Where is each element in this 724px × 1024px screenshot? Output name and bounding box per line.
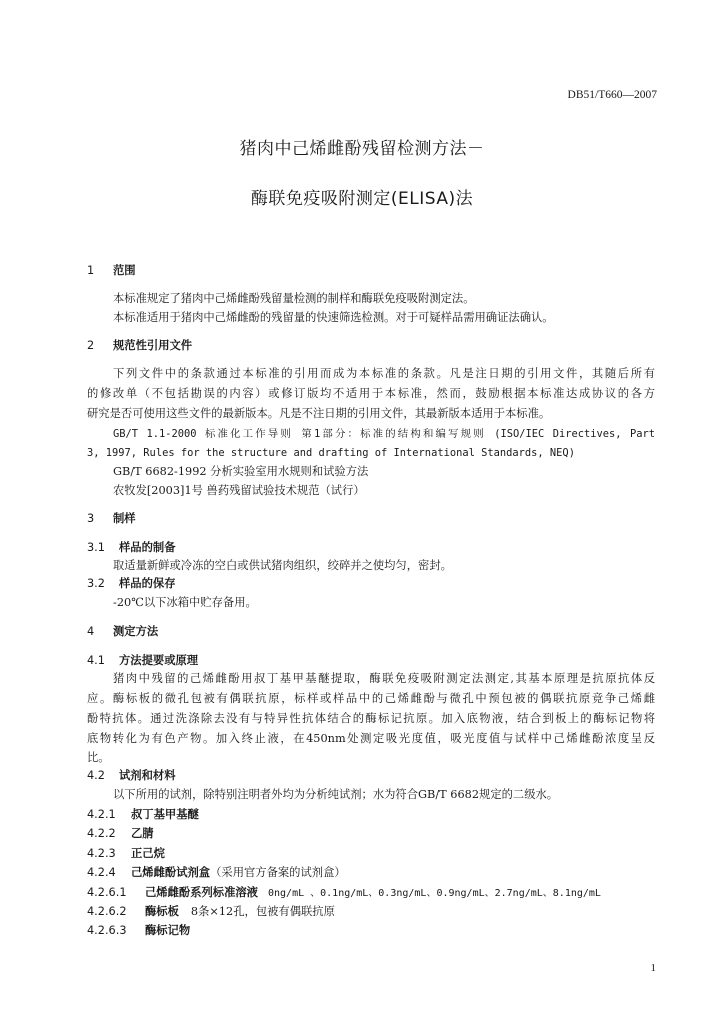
- section-title: 方法提要或原理: [119, 654, 199, 667]
- paragraph-line: 应。酶标板的微孔包被有偶联抗原，标样或样品中的己烯雌酚与微孔中预包被的偶联抗原竞争己烯雌: [87, 692, 655, 705]
- section-title: 规范性引用文件: [113, 339, 193, 352]
- item-description: （采用官方备案的试剂盒）: [210, 866, 346, 879]
- item-title: 酶标记物: [145, 924, 191, 937]
- subsection-4-2-heading: [87, 767, 176, 785]
- section-number: 3.2: [87, 577, 105, 590]
- subsection-3-2-heading: [87, 575, 176, 593]
- section-title: 试剂和材料: [119, 769, 176, 782]
- section-title: 测定方法: [113, 625, 159, 638]
- item-4-2-6-2: [87, 903, 335, 921]
- section-title: 样品的保存: [119, 577, 176, 590]
- paragraph: 本标准规定了猪肉中己烯雌酚残留量检测的制样和酶联免疫吸附测定法。: [113, 292, 475, 305]
- item-title: 乙腈: [131, 827, 154, 840]
- section-title: 样品的制备: [119, 541, 176, 554]
- section-number: 3.1: [87, 541, 105, 554]
- section-number: 1: [87, 264, 95, 277]
- section-number: 4: [87, 625, 95, 638]
- paragraph-line: 底物转化为有色产物。加入终止液，在450nm处测定吸光度值，吸光度值与试样中己烯雌酚浓度呈反: [87, 732, 655, 745]
- reference-item: GB/T 6682-1992 分析实验室用水规则和试验方法: [113, 465, 369, 478]
- item-title: 叔丁基甲基醚: [131, 808, 199, 821]
- page-number: 1: [650, 962, 656, 974]
- item-number: 4.2.6.2: [87, 905, 127, 918]
- paragraph-line: 研究是否可使用这些文件的最新版本。凡是不注日期的引用文件，其最新版本适用于本标准。: [87, 407, 551, 420]
- section-title: 制样: [113, 512, 136, 525]
- paragraph-line: 猪肉中残留的己烯雌酚用叔丁基甲基醚提取，酶联免疫吸附测定法测定,其基本原理是抗原抗体反: [113, 672, 655, 685]
- subsection-3-1-heading: [87, 539, 176, 557]
- item-description: 0ng/mL 、0.1ng/mL、0.3ng/mL、0.9ng/mL、2.7ng/mL、8.1ng/mL: [267, 888, 601, 899]
- section-number: 3: [87, 512, 95, 525]
- section-number: 4.1: [87, 654, 105, 667]
- item-title: 己烯雌酚试剂盒: [131, 866, 211, 879]
- subsection-4-1-heading: [87, 652, 198, 670]
- item-number: 4.2.3: [87, 847, 116, 860]
- item-4-2-6-1: [87, 884, 601, 902]
- reference-item-continued: 3, 1997, Rules for the structure and drafting of International Standards, NEQ): [87, 447, 575, 459]
- reference-item: 农牧发[2003]1号 兽药残留试验技术规范（试行）: [113, 484, 365, 497]
- item-number: 4.2.6.3: [87, 924, 127, 937]
- item-title: 酶标板: [145, 905, 179, 918]
- item-title: 己烯雌酚系列标准溶液: [145, 886, 258, 899]
- paragraph-line: 的修改单（不包括勘误的内容）或修订版均不适用于本标准，然而，鼓励根据本标准达成协议的各方: [87, 387, 655, 400]
- section-2-heading: [87, 337, 192, 355]
- section-4-heading: [87, 623, 158, 641]
- item-4-2-2: [87, 825, 154, 843]
- document-subtitle: 酶联免疫吸附测定(ELISA)法: [250, 189, 474, 209]
- paragraph: -20℃以下冰箱中贮存备用。: [113, 596, 257, 609]
- item-number: 4.2.6.1: [87, 886, 127, 899]
- item-description: 8条×12孔，包被有偶联抗原: [190, 905, 335, 918]
- standard-code: DB51/T660—2007: [567, 89, 657, 101]
- document-title: 猪肉中己烯雌酚残留检测方法－: [239, 139, 485, 159]
- item-4-2-3: [87, 845, 165, 863]
- item-4-2-6-3: [87, 922, 190, 940]
- item-4-2-4: [87, 864, 346, 882]
- section-number: 4.2: [87, 769, 105, 782]
- paragraph: 取适量新鲜或冷冻的空白或供试猪肉组织，绞碎并之使均匀，密封。: [113, 559, 452, 572]
- section-1-heading: [87, 262, 136, 280]
- reference-item: GB/T 1.1-2000 标准化工作导则 第1部分：标准的结构和编写规则 (ISO/IEC Directives, Part: [113, 428, 655, 440]
- item-number: 4.2.4: [87, 866, 116, 879]
- item-title: 正己烷: [131, 847, 165, 860]
- section-title: 范围: [113, 264, 136, 277]
- paragraph-line: 下列文件中的条款通过本标准的引用而成为本标准的条款。凡是注日期的引用文件，其随后所有: [113, 367, 655, 380]
- item-number: 4.2.1: [87, 808, 116, 821]
- paragraph: 本标准适用于猪肉中己烯雌酚的残留量的快速筛选检测。对于可疑样品需用确证法确认。: [113, 311, 554, 324]
- paragraph-line: 比。: [87, 751, 110, 764]
- paragraph: 以下所用的试剂，除特别注明者外均为分析纯试剂；水为符合GB/T 6682规定的二级水。: [113, 788, 559, 801]
- item-number: 4.2.2: [87, 827, 116, 840]
- item-4-2-1: [87, 806, 199, 824]
- paragraph-line: 酚特抗体。通过洗涤除去没有与特异性抗体结合的酶标记抗原。加入底物液，结合到板上的酶标记物将: [87, 712, 655, 725]
- section-number: 2: [87, 339, 95, 352]
- section-3-heading: [87, 510, 136, 528]
